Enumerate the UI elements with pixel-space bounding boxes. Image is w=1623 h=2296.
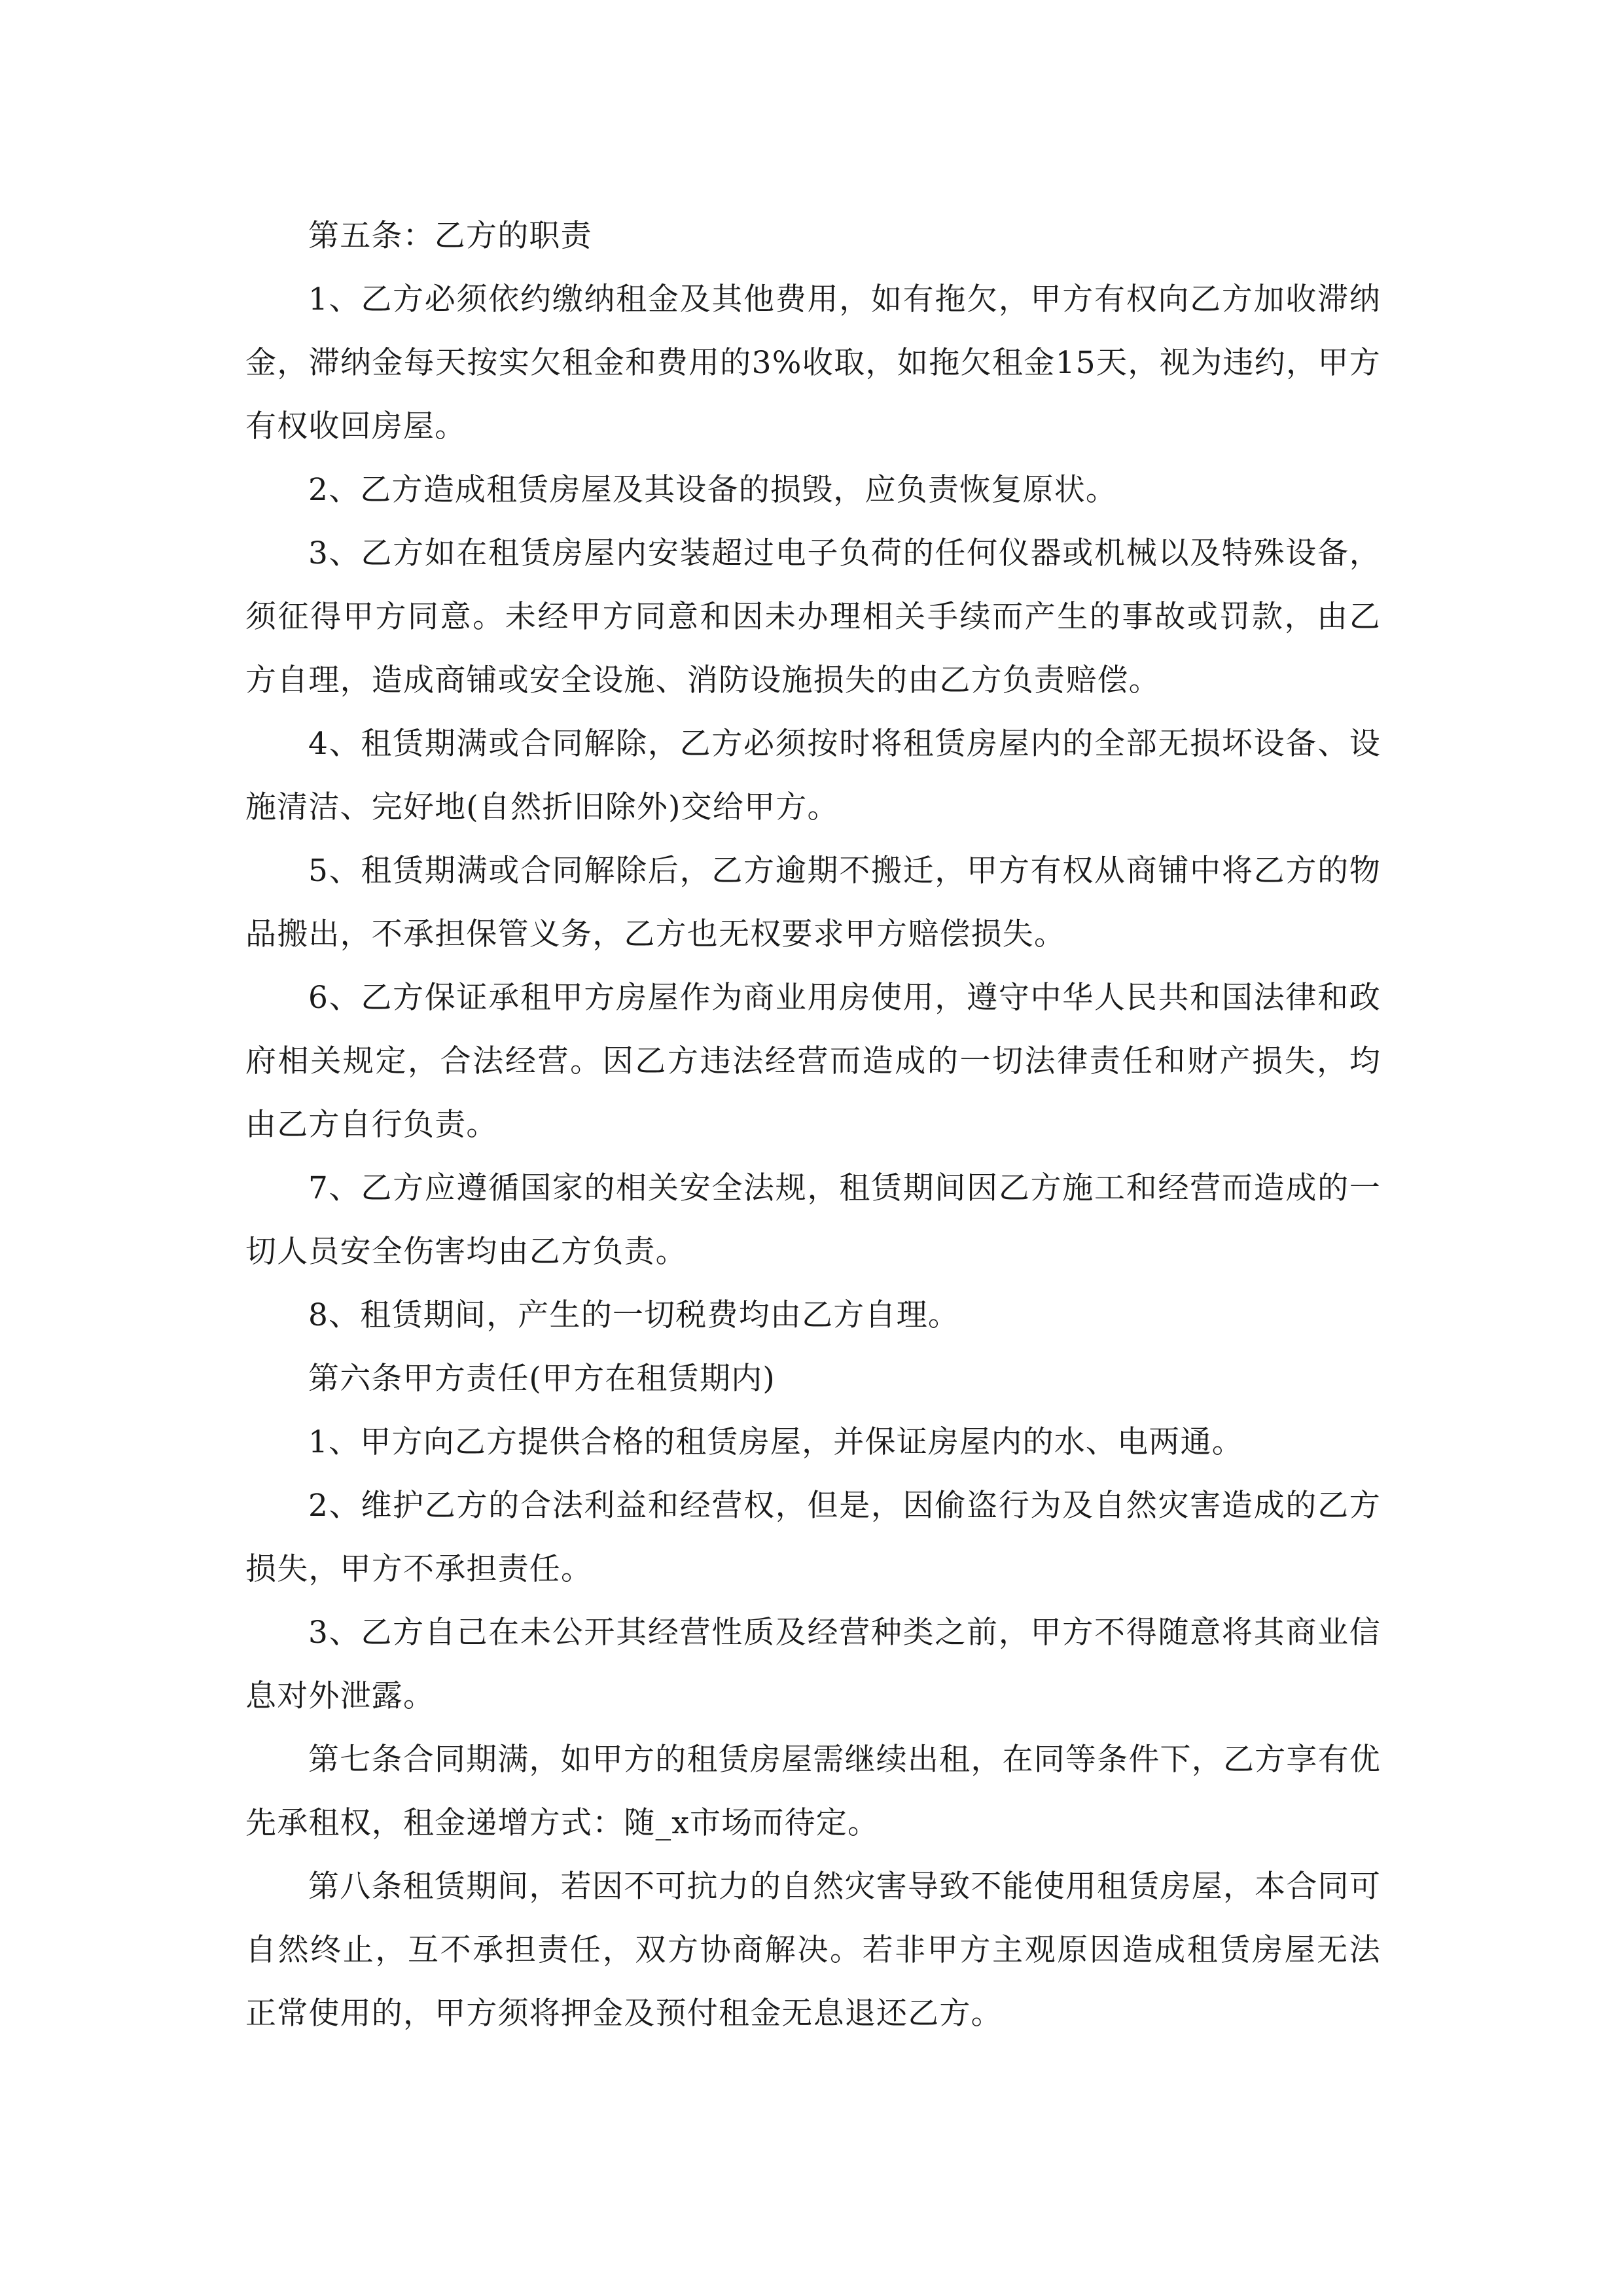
article5-title: 第五条：乙方的职责 xyxy=(308,218,592,254)
article5-item-8: 8、租赁期间，产生的一切税费均由乙方自理。 xyxy=(308,1297,960,1333)
article6-item-3: 3、乙方自己在未公开其经营性质及经营种类之前，甲方不得随意将其商业信息对外泄露。 xyxy=(245,1615,1381,1714)
article6-item-1: 1、甲方向乙方提供合格的租赁房屋，并保证房屋内的水、电两通。 xyxy=(308,1424,1243,1460)
article6-title: 第六条甲方责任(甲方在租赁期内) xyxy=(308,1361,776,1397)
article5-item-2: 2、乙方造成租赁房屋及其设备的损毁，应负责恢复原状。 xyxy=(308,472,1118,508)
article5-item-6: 6、乙方保证承租甲方房屋作为商业用房使用，遵守中华人民共和国法律和政府相关规定，合法经营。因乙方违法经营而造成的一切法律责任和财产损失，均由乙方自行负责。 xyxy=(245,980,1381,1143)
article5-item-5: 5、租赁期满或合同解除后，乙方逾期不搬迁，甲方有权从商铺中将乙方的物品搬出，不承担保管义务，乙方也无权要求甲方赔偿损失。 xyxy=(245,853,1381,952)
article5-item-3: 3、乙方如在租赁房屋内安装超过电子负荷的任何仪器或机械以及特殊设备，须征得甲方同意。未经甲方同意和因未办理相关手续而产生的事故或罚款，由乙方自理，造成商铺或安全设施、消防设施损失的由乙方负责赔偿。 xyxy=(245,535,1381,698)
article6-item-2: 2、维护乙方的合法利益和经营权，但是，因偷盗行为及自然灾害造成的乙方损失，甲方不承担责任。 xyxy=(245,1488,1381,1587)
article5-item-7: 7、乙方应遵循国家的相关安全法规，租赁期间因乙方施工和经营而造成的一切人员安全伤害均由乙方负责。 xyxy=(245,1170,1381,1270)
article7-text: 第七条合同期满，如甲方的租赁房屋需继续出租，在同等条件下，乙方享有优先承租权，租金递增方式：随_x市场而待定。 xyxy=(245,1742,1381,1841)
article8-text: 第八条租赁期间，若因不可抗力的自然灾害导致不能使用租赁房屋，本合同可自然终止，互不承担责任，双方协商解决。若非甲方主观原因造成租赁房屋无法正常使用的，甲方须将押金及预付租金无息退还乙方。 xyxy=(245,1869,1381,2032)
document-body xyxy=(245,204,1381,2045)
article5-item-1: 1、乙方必须依约缴纳租金及其他费用，如有拖欠，甲方有权向乙方加收滞纳金，滞纳金每天按实欠租金和费用的3%收取，如拖欠租金15天，视为违约，甲方有权收回房屋。 xyxy=(245,281,1381,444)
article5-item-4: 4、租赁期满或合同解除，乙方必须按时将租赁房屋内的全部无损坏设备、设施清洁、完好地(自然折旧除外)交给甲方。 xyxy=(245,726,1381,825)
